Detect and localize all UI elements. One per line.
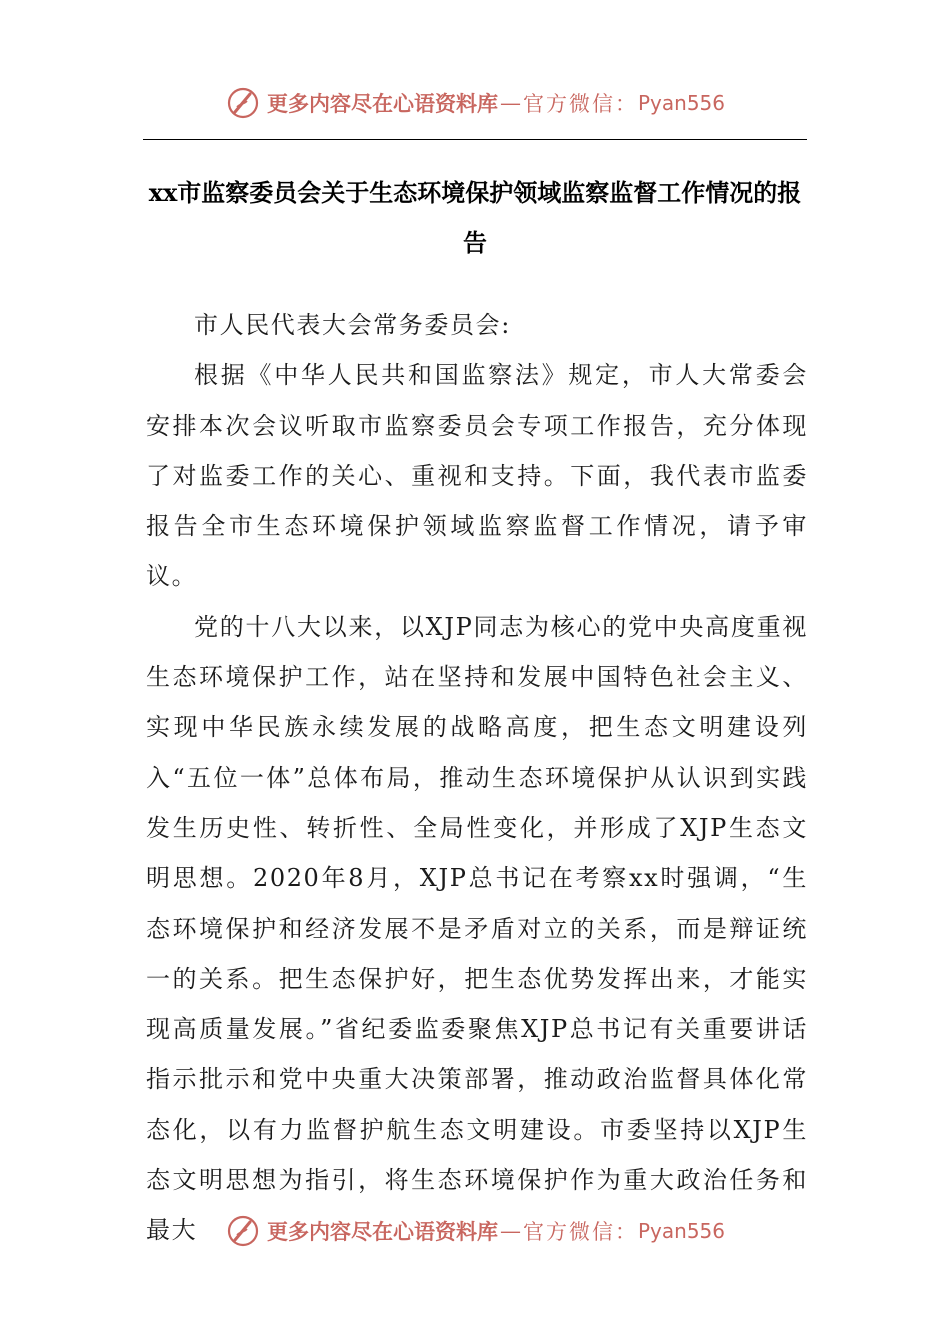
watermark-wechat-label: 官方微信： (522, 1220, 638, 1244)
watermark-site-text: 更多内容尽在心语资料库 (266, 1219, 498, 1244)
salutation: 市人民代表大会常务委员会: (194, 311, 511, 339)
watermark-separator: — (499, 1219, 521, 1243)
document-title: xx市监察委员会关于生态环境保护领域监察监督工作情况的报告 (148, 178, 802, 257)
watermark-separator: — (499, 91, 521, 115)
pen-logo-icon (225, 85, 261, 121)
watermark-wechat-id: Pyan556 (637, 1219, 725, 1243)
watermark-wechat-id: Pyan556 (637, 91, 725, 115)
body-paragraph: 根据《中华人民共和国监察法》规定，市人大常委会安排本次会议听取市监察委员会专项工作报告，充分体现了对监委工作的关心、重视和支持。下面，我代表市监委报告全市生态环境保护领域监察监督工作情况，请予审议。 (146, 361, 808, 591)
watermark-wechat-label: 官方微信： (522, 92, 638, 116)
header-watermark (0, 83, 950, 123)
watermark-site-text: 更多内容尽在心语资料库 (266, 91, 498, 116)
document-body (146, 300, 808, 1256)
footer-watermark (0, 1211, 950, 1251)
header-divider (143, 139, 807, 140)
pen-logo-icon (225, 1213, 261, 1249)
body-paragraph: 党的十八大以来，以XJP同志为核心的党中央高度重视生态环境保护工作，站在坚持和发展中国特色社会主义、实现中华民族永续发展的战略高度，把生态文明建设列入“五位一体”总体布局，推动生态环境保护从认识到实践发生历史性、转折性、全局性变化，并形成了XJP生态文明思想。2020年8月，XJP总书记在考察xx时强调，“生态环境保护和经济发展不是矛盾对立的关系，而是辩证统一的关系。把生态保护好，把生态优势发挥出来，才能实现高质量发展。”省纪委监委聚焦XJP总书记有关重要讲话指示批示和党中央重大决策部署，推动政治监督具体化常态化，以有力监督护航生态文明建设。市委坚持以XJP生态文明思想为指引，将生态环境保护作为重大政治任务和最大 (146, 612, 808, 1245)
